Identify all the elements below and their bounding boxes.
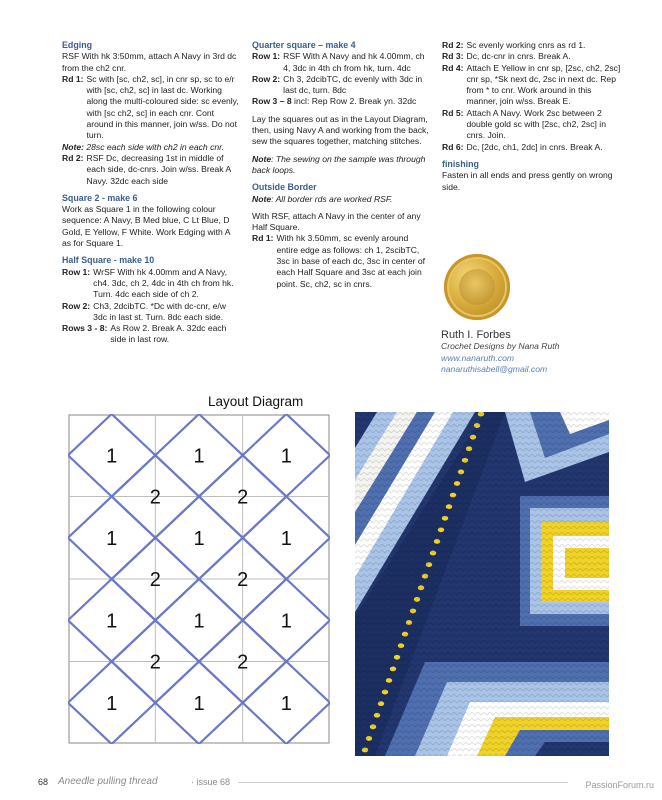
border-rd4: Rd 4: Attach E Yellow in cnr sp, [2sc, ch2, 2sc] cnr sp, *Sk next dc, 2sc in next dc. Rep from * to cnr. Work around in this manner, join w/ss. Break E. [442, 62, 621, 107]
qsq-rows3-8: Row 3 – 8 incl: Rep Row 2. Break yn. 32dc [252, 96, 417, 107]
edging-heading: Edging [62, 40, 93, 50]
diagram-square-label: 1 [280, 610, 292, 633]
designer-company: Crochet Designs by Nana Ruth [441, 341, 560, 352]
column-middle [252, 40, 432, 290]
edging-rd1 [62, 74, 240, 142]
column-left [62, 40, 240, 346]
diagram-square-label: 1 [106, 692, 118, 715]
quarter-square-heading: Quarter square – make 4 [252, 40, 356, 50]
layout-instructions: Lay the squares out as in the Layout Diagram, then, using Navy A and working from the back, sew the squares together, matching stitches. [252, 113, 429, 147]
edging-rd2 [62, 153, 240, 187]
border-rd2: Rd 2: Sc evenly working cnrs as rd 1. [442, 40, 586, 50]
diagram-square-label: 1 [193, 445, 205, 468]
border-rd6: Rd 6: Dc, [2dc, ch1, 2dc] in cnrs. Break A. [442, 141, 603, 152]
half-row1: Row 1: WrSF With hk 4.00mm and A Navy, ch4. 3dc, ch 2, 4dc in 4th ch from hk. Turn. 4dc each side of ch 2. [62, 266, 234, 300]
issue-number: · issue 68 [191, 777, 231, 787]
page-footer [38, 776, 658, 792]
designer-email-link[interactable]: nanaruthisabell@gmail.com [441, 363, 548, 374]
footer-rule [238, 782, 568, 783]
edging-note: Note: 28sc each side with ch2 in each cnr. [62, 141, 225, 152]
layout-diagram [68, 414, 330, 744]
square2-heading: Square 2 - make 6 [62, 192, 138, 203]
page-number: 68 [38, 777, 49, 787]
diagram-square-label: 1 [106, 527, 118, 550]
column-right [442, 40, 622, 193]
diagram-square-label: 1 [193, 692, 205, 715]
diagram-square-label: 2 [237, 569, 249, 591]
edging-intro: RSF With hk 3:50mm, attach A Navy in 3rd dc from the ch2 cnr. [62, 51, 237, 73]
border-note: Note: All border rds are worked RSF. [252, 193, 393, 204]
designer-signature [441, 330, 621, 375]
border-rd5: Rd 5: Attach A Navy. Work 2sc between 2 double gold sc with [2sc, ch2, 2sc] in cnrs. Join. [442, 107, 606, 141]
diagram-square-label: 2 [237, 651, 249, 674]
designer-website-link[interactable]: www.nanaruth.com [441, 352, 515, 363]
diagram-square-label: 1 [280, 445, 292, 468]
qsq-row1: Row 1: RSF With A Navy and hk 4.00mm, ch 4, 3dc in 4th ch from hk, turn. 4dc [252, 51, 425, 73]
half-rows3-8: Rows 3 - 8: As Row 2. Break A. 32dc each side in last row. [62, 323, 227, 345]
diagram-square-label: 2 [149, 486, 161, 509]
designer-seal-icon [444, 254, 510, 320]
finishing-text: Fasten in all ends and press gently on wrong side. [442, 170, 613, 192]
half-square-heading: Half Square - make 10 [62, 255, 155, 266]
square2-text: Work as Square 1 in the following colour sequence: A Navy, B Med blue, C Lt Blue, D Gold, E Yellow, F White. Work Edging with A as for Square 1. [62, 204, 230, 249]
border-intro: With RSF, attach A Navy in the center of any Half Square. [252, 210, 421, 233]
designer-name: Ruth I. Forbes [441, 329, 511, 341]
layout-diagram-title: Layout Diagram [208, 394, 304, 409]
finishing-heading: finishing [442, 158, 479, 169]
diagram-square-label: 1 [193, 610, 205, 633]
watermark: PassionForum.ru [585, 780, 654, 790]
rd1-text: Sc with [sc, ch2, sc], in cnr sp, sc to e/r with [sc, ch2, sc] in last dc. Working along the multi-coloured side: sc evenly, with [sc ch2, sc] in each cnr. Cont around in this manner, join w/ss. Do not turn. [86, 73, 239, 141]
magazine-name: Aneedle pulling thread [58, 776, 158, 787]
diagram-square-label: 1 [280, 692, 292, 715]
qsq-row2: Row 2: Ch 3, 2dcibTC, dc evenly with 3dc in last dc, turn. 8dc [252, 73, 423, 96]
blanket-photo [355, 412, 609, 756]
sewing-note: Note: The sewing on the sample was through back loops. [252, 153, 426, 175]
rd1-label: Rd 1: [62, 73, 84, 84]
diagram-square-label: 1 [106, 610, 118, 633]
rd2-text: RSF Dc, decreasing 1st in middle of each side, dc-cnrs. Join w/ss. Break A Navy. 32dc each side [86, 152, 231, 186]
diagram-square-label: 2 [149, 569, 161, 591]
outside-border-heading: Outside Border [252, 182, 317, 193]
diagram-square-label: 1 [106, 445, 118, 468]
half-row2: Row 2: Ch3, 2dcibTC. *Dc with dc-cnr, e/w 3dc in last st. Turn. 8dc each side. [62, 300, 226, 322]
diagram-square-label: 1 [280, 527, 292, 550]
border-rd3: Rd 3: Dc, dc-cnr in cnrs. Break A. [442, 51, 571, 62]
diagram-square-label: 2 [237, 486, 249, 509]
diagram-square-label: 2 [149, 651, 161, 674]
diagram-square-label: 1 [193, 527, 205, 550]
border-rd1: Rd 1: With hk 3.50mm, sc evenly around entire edge as follows: ch 1, 2scibTC, 3sc in base of each dc, 3sc in center of each Half Square and 3sc at each join point. Sc, ch2, sc in cnrs. [252, 233, 426, 289]
rd2-label: Rd 2: [62, 152, 84, 163]
